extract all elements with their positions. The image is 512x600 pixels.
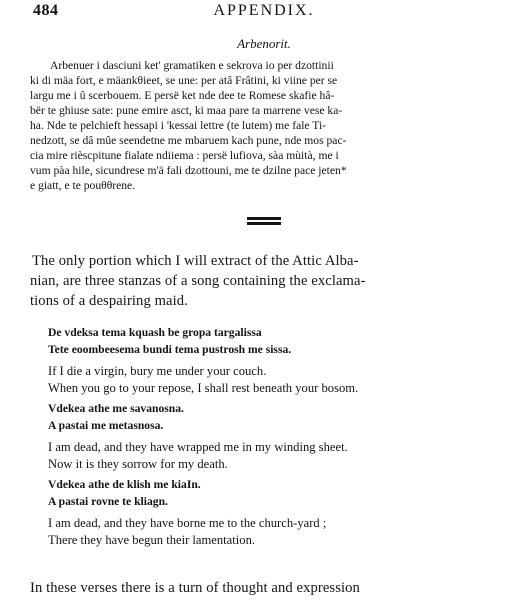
verse-line: Tete eoombeesema bundi tema pustrosh me sissa. <box>48 342 292 356</box>
verse-line: There they have begun their lamentation. <box>48 532 256 547</box>
rule-line <box>247 222 281 225</box>
verse-line: Vdekea athe me savanosna. <box>48 402 184 415</box>
albanian-line: ki di mäa fort, e mäankθieet, se une: per atâ Frâtini, ki viine per se <box>30 74 338 87</box>
verse-line: A pastai me metasnosa. <box>48 418 164 432</box>
stanza-albanian <box>48 401 498 434</box>
albanian-paragraph <box>30 58 498 193</box>
section-title: Arbenorit. <box>237 36 291 51</box>
albanian-line: cia mire rièscpitune fialate ndiiema : persë lufiova, sàa mùità, me i <box>30 149 339 162</box>
albanian-line: Arbenuer i dasciuni ket' gramatiken e sekrova io per dzottinii <box>50 59 334 72</box>
running-head: APPENDIX. <box>213 2 315 19</box>
albanian-line: nedzott, se dâ mûe seendetne me mbaruem kach pune, nde mos pac- <box>30 134 347 147</box>
albanian-line: vum pàa hile, sicundrese m'ä fali dzottouni, me te dzilne pace jeten* <box>30 164 347 177</box>
albanian-line: e giatt, e te pouθθrene. <box>30 179 136 192</box>
stanza-english <box>48 515 498 548</box>
intro-line: tions of a despairing maid. <box>30 293 188 309</box>
intro-line: The only portion which I will extract of the Attic Alba- <box>32 253 359 269</box>
verse-line: A pastai rovne te kliagn. <box>48 494 168 508</box>
verse-line: De vdeksa tema kquash be gropa targalissa <box>48 326 262 339</box>
verse-line: I am dead, and they have borne me to the church-yard ; <box>48 516 327 530</box>
verse-line: I am dead, and they have wrapped me in my winding sheet. <box>48 440 348 454</box>
stanza-english <box>48 439 498 472</box>
verse-line: Now it is they sorrow for my death. <box>48 456 228 471</box>
closing-line: In these verses there is a turn of thought and expression <box>30 580 360 596</box>
intro-line: nian, are three stanzas of a song containing the exclama- <box>30 273 366 289</box>
verses-block <box>30 325 498 548</box>
page-number: 484 <box>33 2 59 19</box>
verse-line: If I die a virgin, bury me under your couch. <box>48 364 267 378</box>
stanza-albanian <box>48 477 498 510</box>
albanian-line: ha. Nde te pelchieft hessapi i 'kessai lettre (te lutem) me fale Ti- <box>30 119 327 132</box>
verse-line: When you go to your repose, I shall rest beneath your bosom. <box>48 380 359 395</box>
albanian-line: bër te ghiuse sate: pune emire asct, ki maa pare ta marrene vese ka- <box>30 104 343 117</box>
rule-line <box>247 217 281 220</box>
intro-paragraph <box>30 251 498 311</box>
double-rule-separator <box>247 217 281 225</box>
stanza-albanian <box>48 325 498 358</box>
stanza-english <box>48 363 498 396</box>
verse-line: Vdekea athe de klish me kiaIn. <box>48 478 201 491</box>
albanian-line: largu me i û scerbouem. E persë ket nde dee te Romese skafie hâ- <box>30 89 335 102</box>
page-header <box>30 2 498 24</box>
